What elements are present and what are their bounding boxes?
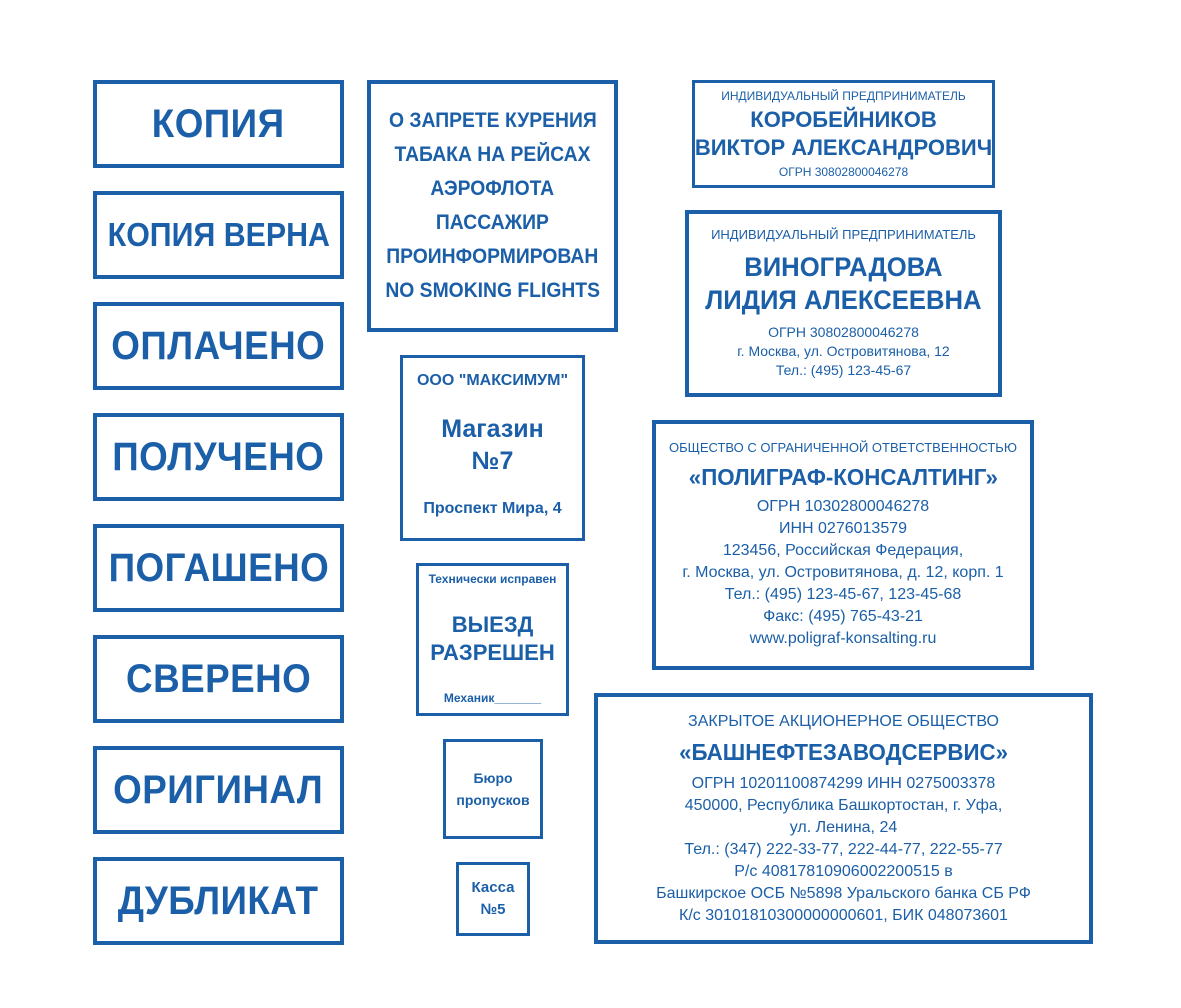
- stamp-ip-vinogradova: [685, 210, 1002, 397]
- zao-detail-line: К/с 30101810300000000601, БИК 048073601: [679, 906, 1008, 924]
- stamp-line: О ЗАПРЕТЕ КУРЕНИЯ: [388, 109, 597, 132]
- stamp-tech-ok: [416, 563, 569, 716]
- ip-ogrn: ОГРН 30802800046278: [778, 165, 909, 179]
- ip-given-names: ВИКТОР АЛЕКСАНДРОВИЧ: [694, 135, 993, 160]
- stamp-text: КОПИЯ: [152, 101, 285, 146]
- stamp-zao-bashneft: [594, 693, 1093, 944]
- mechanic-line: Механик_______: [443, 691, 542, 705]
- zao-detail-line: 450000, Республика Башкортостан, г. Уфа,: [684, 796, 1003, 814]
- ip-header: ИНДИВИДУАЛЬНЫЙ ПРЕДПРИНИМАТЕЛЬ: [711, 227, 976, 242]
- stamp-maximum: [400, 355, 585, 541]
- stamp-original: [93, 746, 344, 834]
- kassa-line1: Касса: [471, 879, 515, 896]
- bureau-line2: пропусков: [456, 792, 530, 808]
- ip-surname: КОРОБЕЙНИКОВ: [750, 107, 937, 132]
- stamp-pogasheno: [93, 524, 344, 612]
- zao-detail-line: Р/с 40817810906002200515 в: [734, 862, 953, 880]
- ooo-detail-line: Факс: (495) 765-43-21: [763, 608, 923, 625]
- bureau-line1: Бюро: [473, 770, 513, 786]
- stamp-svereno: [93, 635, 344, 723]
- tech-line2: РАЗРЕШЕН: [430, 639, 555, 665]
- ooo-detail-line: www.poligraf-konsalting.ru: [749, 630, 937, 647]
- stamp-text: ПОЛУЧЕНО: [112, 434, 325, 479]
- zao-name: «БАШНЕФТЕЗАВОДСЕРВИС»: [679, 738, 1008, 765]
- stamp-line: ПРОИНФОРМИРОВАН: [386, 245, 599, 268]
- stamp-polucheno: [93, 413, 344, 501]
- ooo-detail-line: Тел.: (495) 123-45-67, 123-45-68: [724, 586, 962, 603]
- zao-detail-line: Тел.: (347) 222-33-77, 222-44-77, 222-55-77: [684, 840, 1003, 858]
- stamp-kopiya-verna: [93, 191, 344, 279]
- tech-header: Технически исправен: [428, 572, 557, 586]
- stamp-text: СВЕРЕНО: [125, 656, 312, 701]
- stamp-oplacheno: [93, 302, 344, 390]
- ip-phone: Тел.: (495) 123-45-67: [775, 362, 912, 378]
- stamp-ip-korobeinikov: [692, 80, 995, 188]
- stamp-text: ОРИГИНАЛ: [113, 767, 324, 812]
- company-name: ООО "МАКСИМУМ": [416, 372, 569, 389]
- ooo-header: ОБЩЕСТВО С ОГРАНИЧЕННОЙ ОТВЕТСТВЕННОСТЬЮ: [669, 440, 1017, 455]
- tech-line1: ВЫЕЗД: [451, 611, 534, 637]
- stamp-line: NO SMOKING FLIGHTS: [385, 279, 600, 302]
- stamp-kopiya: [93, 80, 344, 168]
- stamp-text: ОПЛАЧЕНО: [111, 323, 326, 368]
- zao-detail-line: ул. Ленина, 24: [789, 818, 898, 836]
- ooo-detail-line: ИНН 0276013579: [778, 520, 908, 537]
- shop-number: №7: [471, 447, 514, 475]
- stamp-ooo-poligraf: [652, 420, 1034, 670]
- ooo-detail-line: г. Москва, ул. Островитянова, д. 12, корп. 1: [682, 564, 1004, 581]
- ip-ogrn: ОГРН 30802800046278: [768, 324, 919, 340]
- stamp-text: КОПИЯ ВЕРНА: [107, 216, 330, 253]
- ooo-detail-line: 123456, Российская Федерация,: [722, 542, 964, 559]
- zao-detail-line: ОГРН 10201100874299 ИНН 0275003378: [691, 774, 996, 792]
- stamp-line: ТАБАКА НА РЕЙСАХ: [394, 143, 591, 166]
- ip-given-names: ЛИДИЯ АЛЕКСЕЕВНА: [705, 285, 982, 315]
- stamp-bureau: [443, 739, 543, 839]
- kassa-line2: №5: [480, 901, 506, 918]
- zao-header: ЗАКРЫТОЕ АКЦИОНЕРНОЕ ОБЩЕСТВО: [688, 712, 999, 730]
- stamp-no-smoking: [367, 80, 618, 332]
- ooo-name: «ПОЛИГРАФ-КОНСАЛТИНГ»: [688, 464, 998, 490]
- ip-header: ИНДИВИДУАЛЬНЫЙ ПРЕДПРИНИМАТЕЛЬ: [721, 89, 966, 103]
- stamp-line: АЭРОФЛОТА: [430, 177, 555, 200]
- ip-address: г. Москва, ул. Островитянова, 12: [737, 343, 950, 359]
- shop-label: Магазин: [441, 415, 544, 443]
- stamp-dublikat: [93, 857, 344, 945]
- stamp-line: ПАССАЖИР: [436, 211, 549, 234]
- ip-surname: ВИНОГРАДОВА: [744, 252, 943, 282]
- stamp-text: ДУБЛИКАТ: [118, 878, 319, 923]
- shop-address: Проспект Мира, 4: [423, 500, 562, 517]
- stamp-kassa: [456, 862, 530, 936]
- stamp-text: ПОГАШЕНО: [108, 545, 329, 590]
- zao-detail-line: Башкирское ОСБ №5898 Уральского банка СБ РФ: [656, 884, 1031, 902]
- ooo-detail-line: ОГРН 10302800046278: [756, 498, 930, 515]
